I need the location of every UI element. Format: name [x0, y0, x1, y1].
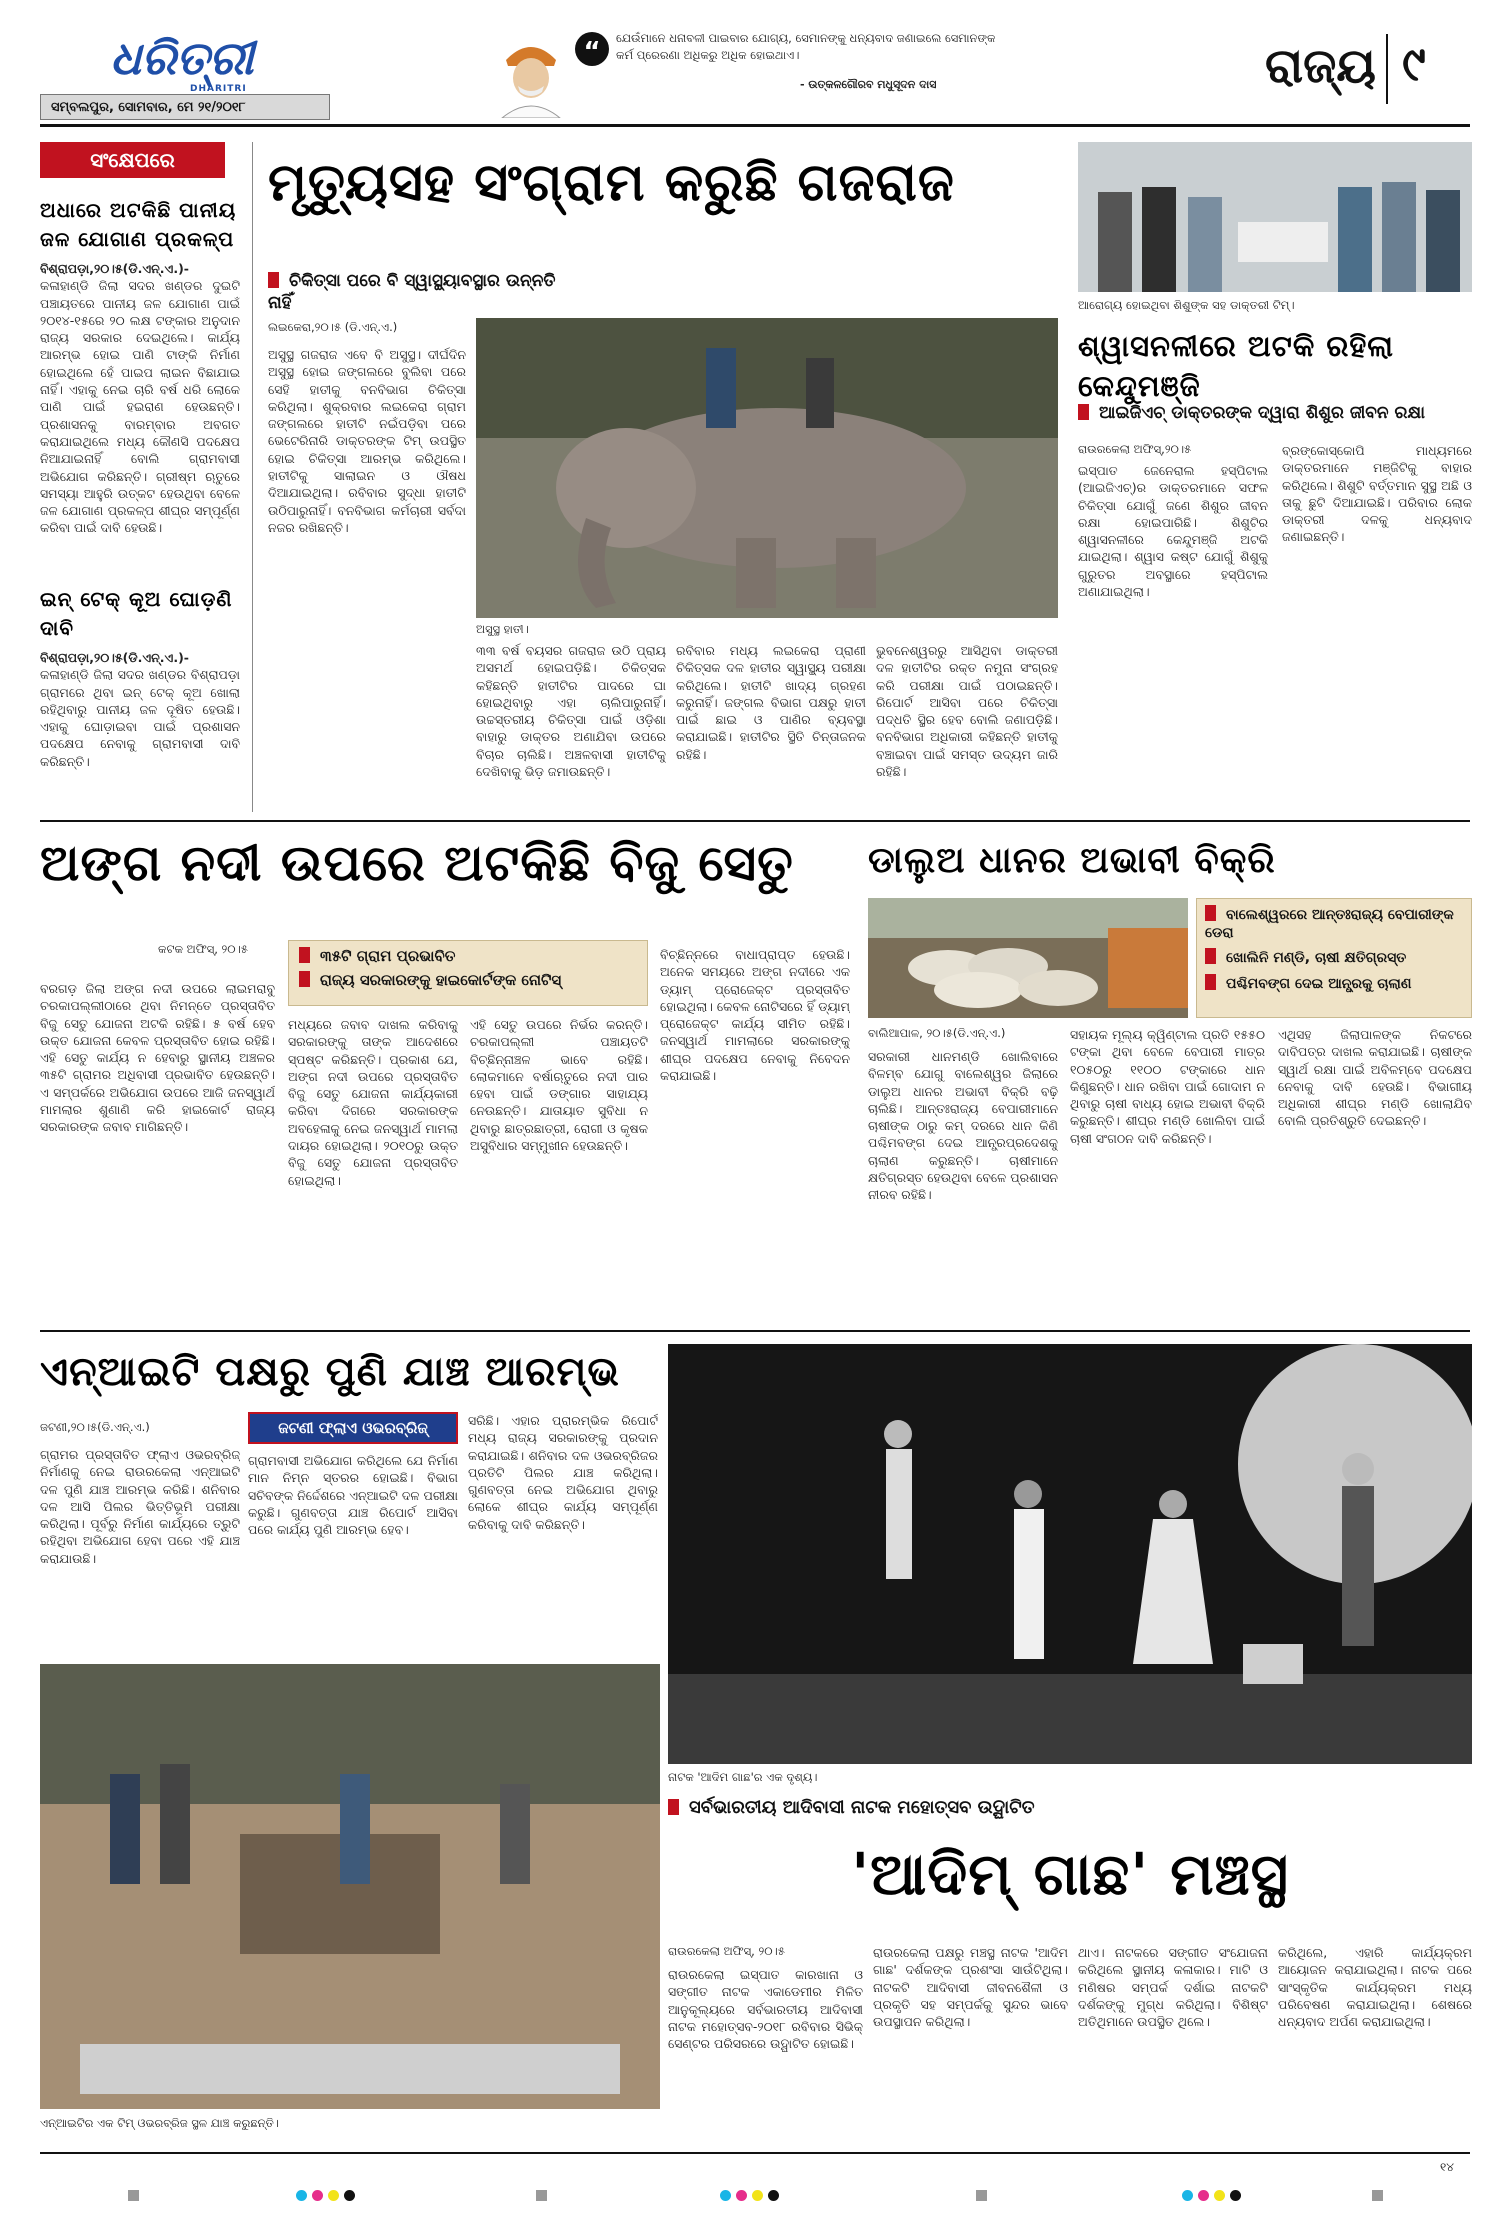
infant-col-2: ବ୍ରଙ୍କୋସ୍କୋପି ମାଧ୍ୟମରେ ଡାକ୍ତରମାନେ ମଞ୍ଜିଟିକୁ ବାହାର କରିଥିଲେ। ଶିଶୁଟି ବର୍ତ୍ତମାନ ସୁସ୍ଥ ଅଛି ଓ ତାକୁ ଛୁଟି ଦିଆଯାଇଛି। ପରିବାର ଲୋକ ଡାକ୍ତରୀ ଦଳକୁ ଧନ୍ୟବାଦ ଜଣାଇଛନ୍ତି।: [1282, 443, 1472, 545]
paddy-box-text-3: ପଶ୍ଚିମବଙ୍ଗ ଦେଇ ଆନ୍ଧ୍ରକୁ ଚାଲାଣ: [1226, 976, 1412, 992]
nit-col-1: ଗ୍ରାମର ପ୍ରସ୍ତାବିତ ଫ୍ଲାଏ ଓଭରବ୍ରିଜ୍ ନିର୍ମାଣକୁ ନେଇ ରାଉରକେଲା ଏନ୍ଆଇଟି ଦଳ ପୁଣି ଯାଞ୍ଚ ଆରମ୍ଭ କରିଛି। ଶନିବାର ଦଳ ଆସି ପିଲର ଭିତ୍ତିଭୂମି ପରୀକ୍ଷା କରିଥିଲା। ପୂର୍ବରୁ ନିର୍ମାଣ କାର୍ଯ୍ୟରେ ତ୍ରୁଟି ରହିଥିବା ଅଭିଯୋଗ ହେବା ପରେ ଏହି ଯାଞ୍ଚ କରାଯାଉଛି।: [40, 1447, 240, 1566]
row-rule-1: [40, 820, 1470, 822]
drama-photo: [668, 1344, 1472, 1764]
elephant-dateline: ଲଇକେରା,୨୦।୫ (ଡି.ଏନ୍.ଏ.): [268, 320, 398, 334]
section-divider: [1386, 34, 1388, 104]
section-title: ରାଜ୍ୟ: [1265, 38, 1376, 94]
red-bullet-icon: [1205, 948, 1216, 964]
register-mark: [128, 2190, 139, 2201]
drama-kicker-text: ସର୍ବଭାରତୀୟ ଆଦିବାସୀ ନାଟକ ମହୋତ୍ସବ ଉଦ୍ଘାଟିତ: [689, 1797, 1035, 1818]
brief-dateline-1: ବିଶ୍ରାପଡ଼ା,୨୦।୫(ଡି.ଏନ୍.ଏ.)-: [40, 261, 189, 276]
register-dot-black: [768, 2190, 779, 2201]
footer-page-code: ୧୪: [1440, 2160, 1454, 2174]
paddy-box: [1196, 898, 1472, 1018]
brief-text-2: କଳାହାଣ୍ଡି ଜିଲା ସଦର ଖଣ୍ଡର ବିଶ୍ରାପଡ଼ା ଗ୍ରାମରେ ଥିବା ଇନ୍ ଟେକ୍ କୂଅ ଖୋଲା ରହିଥିବାରୁ ପାନୀୟ ଜଳ ଦୂଷିତ ହେଉଛି। ଏହାକୁ ଘୋଡ଼ାଇବା ପାଇଁ ପ୍ରଶାସନ ପଦକ୍ଷେପ ନେବାକୁ ଗ୍ରାମବାସୀ ଦାବି କରିଛନ୍ତି।: [40, 667, 240, 769]
brief-body-1: [40, 260, 240, 537]
doctors-caption: ଆରୋଗ୍ୟ ହୋଇଥିବା ଶିଶୁଙ୍କ ସହ ଡାକ୍ତରୀ ଟିମ୍।: [1078, 298, 1295, 312]
nit-box-text: ଜଟଣୀ ଫ୍ଲାଏ ଓଭରବ୍ରିଜ୍: [278, 1419, 428, 1437]
nit-headline: ଏନ୍ଆଇଟି ପକ୍ଷରୁ ପୁଣି ଯାଞ୍ଚ ଆରମ୍ଭ: [40, 1349, 620, 1395]
drama-illustration: [668, 1344, 1472, 1764]
elephant-photo: [476, 318, 1058, 618]
red-bullet-icon: [1078, 404, 1089, 420]
logo: [110, 28, 330, 88]
quote-text: ଯେଉଁମାନେ ଧନାବଳୀ ପାଇବାର ଯୋଗ୍ୟ, ସେମାନଙ୍କୁ ଧନ୍ୟବାଦ ଜଣାଇଲେ ସେମାନଙ୍କ କର୍ମ ପ୍ରେରଣା ଅଧିକରୁ ଅଧିକ ହୋଇଥାଏ।: [616, 31, 996, 62]
register-dot-cyan: [296, 2190, 307, 2201]
row-rule-2: [40, 1330, 1470, 1332]
elephant-subhead: [268, 270, 568, 314]
logo-text: ଧରିତ୍ରୀ: [110, 31, 254, 85]
register-mark: [536, 2190, 547, 2201]
drama-col-1: ରାଉରକେଲା ଇସ୍ପାତ କାରଖାନା ଓ ସଙ୍ଗୀତ ନାଟକ ଏକାଡେମୀର ମିଳିତ ଆନୁକୂଲ୍ୟରେ ସର୍ବଭାରତୀୟ ଆଦିବାସୀ ନାଟକ ମହୋତ୍ସବ-୨୦୧୮ ରବିବାର ସିଭିକ୍ ସେଣ୍ଟର ପରିସରରେ ଉଦ୍ଘାଟିତ ହୋଇଛି।: [668, 1967, 863, 2052]
paddy-dateline: ବାଲିଆପାଳ, ୨୦।୫(ଡି.ଏନ୍.ଏ.): [868, 1026, 1006, 1040]
drama-kicker: [668, 1796, 1472, 1820]
brief-headline-1: ଅଧାରେ ଅଟକିଛି ପାନୀୟ ଜଳ ଯୋଗାଣ ପ୍ରକଳ୍ପ: [40, 198, 237, 251]
bridge-dateline: କଟକ ଅଫିସ୍, ୨୦।୫: [158, 942, 248, 956]
brief-body-2: [40, 649, 240, 770]
drama-dateline: ରାଉରକେଲା ଅଫିସ୍, ୨୦।୫: [668, 1944, 785, 1958]
register-dot-yellow: [1214, 2190, 1225, 2201]
brief-headline-2: ଇନ୍ ଟେକ୍ କୂଅ ଘୋଡ଼ଣି ଦାବି: [40, 587, 233, 640]
register-dot-magenta: [312, 2190, 323, 2201]
page-number: ୯: [1402, 36, 1426, 92]
paddy-illustration: [868, 898, 1188, 1018]
print-registration-marks: [0, 2186, 1500, 2206]
bridge-box-text-2: ରାଜ୍ୟ ସରକାରଙ୍କୁ ହାଇକୋର୍ଟଙ୍କ ନୋଟିସ୍: [320, 971, 562, 989]
brief-label-text: ସଂକ୍ଷେପରେ: [90, 148, 175, 172]
infant-subhead: [1078, 402, 1472, 424]
infant-dateline: ରାଉରକେଲା ଅଫିସ୍,୨୦।୫: [1078, 442, 1192, 456]
paddy-box-item-2: [1197, 944, 1471, 970]
doctors-photo: [1078, 142, 1472, 292]
bridge-box-text-1: ୩୫ଟି ଗ୍ରାମ ପ୍ରଭାବିତ: [320, 947, 456, 965]
register-dot-black: [1230, 2190, 1241, 2201]
elephant-col-3: ରବିବାର ମଧ୍ୟ ଲଇକେରା ପ୍ରାଣୀ ଚିକିତ୍ସକ ଦଳ ହାତୀର ସ୍ୱାସ୍ଥ୍ୟ ପରୀକ୍ଷା କରିଥିଲେ। ହାତୀଟି ଖାଦ୍ୟ ଗ୍ରହଣ କରୁନାହିଁ। ଜଙ୍ଗଲ ବିଭାଗ ପକ୍ଷରୁ ହାତୀ ପାଇଁ ଛାଇ ଓ ପାଣିର ବ୍ୟବସ୍ଥା କରାଯାଇଛି। ହାତୀଟିର ସ୍ଥିତି ଚିନ୍ତାଜନକ ରହିଛି।: [676, 643, 866, 762]
paddy-box-text-1: ବାଲେଶ୍ୱରରେ ଆନ୍ତଃରାଜ୍ୟ ବେପାରୀଙ୍କ ଡେରା: [1205, 907, 1454, 941]
nit-dateline: ଜଟଣୀ,୨୦।୫(ଡି.ଏନ୍.ଏ.): [40, 1420, 150, 1434]
red-bullet-icon: [299, 971, 310, 987]
red-bullet-icon: [299, 947, 310, 963]
brief-item-2: [40, 585, 240, 770]
register-dot-yellow: [328, 2190, 339, 2201]
infant-col-1: ଇସ୍ପାତ ଜେନେରାଲ ହସ୍ପିଟାଲ (ଆଇଜିଏଚ୍)ର ଡାକ୍ତରମାନେ ସଫଳ ଚିକିତ୍ସା ଯୋଗୁଁ ଜଣେ ଶିଶୁର ଜୀବନ ରକ୍ଷା ହୋଇପାରିଛି। ଶିଶୁଟିର ଶ୍ୱାସନଳୀରେ କେନ୍ଦୁମଞ୍ଜି ଅଟକି ଯାଇଥିଲା। ଶ୍ୱାସ କଷ୍ଟ ଯୋଗୁଁ ଶିଶୁକୁ ଗୁରୁତର ଅବସ୍ଥାରେ ହସ୍ପିଟାଲ ଅଣାଯାଇଥିଲା।: [1078, 463, 1268, 600]
register-dot-magenta: [736, 2190, 747, 2201]
red-bullet-icon: [1205, 905, 1216, 921]
portrait: [492, 30, 570, 118]
footer-rule: [40, 2152, 1470, 2154]
red-bullet-icon: [1205, 974, 1216, 990]
nit-box: [248, 1412, 458, 1444]
quote-mark-icon: “: [575, 32, 609, 66]
masthead: [40, 28, 1470, 123]
elephant-subhead-text: ଚିକିତ୍ସା ପରେ ବି ସ୍ୱାସ୍ଥ୍ୟାବସ୍ଥାର ଉନ୍ନତି ନାହିଁ: [268, 271, 556, 313]
nit-col-3: ସରିଛି। ଏହାର ପ୍ରାରମ୍ଭିକ ରିପୋର୍ଟ ମଧ୍ୟ ରାଜ୍ୟ ସରକାରଙ୍କୁ ପ୍ରଦାନ କରାଯାଇଛି। ଶନିବାର ଦଳ ଓଭରବ୍ରିଜର ପ୍ରତିଟି ପିଲର ଯାଞ୍ଚ କରିଥିଲା। ଗୁଣବତ୍ତା ନେଇ ଅଭିଯୋଗ ଥିବାରୁ ଲୋକେ ଶୀଘ୍ର କାର୍ଯ୍ୟ ସମ୍ପୂର୍ଣ୍ଣ କରିବାକୁ ଦାବି କରିଛନ୍ତି।: [468, 1413, 658, 1532]
elephant-illustration: [476, 318, 1058, 618]
paddy-col-2: ସହାୟକ ମୂଲ୍ୟ କ୍ୱିଣ୍ଟାଲ ପ୍ରତି ୧୫୫୦ ଟଙ୍କା ଥିବା ବେଳେ ବେପାରୀ ମାତ୍ର ୧୦୫୦ରୁ ୧୧୦୦ ଟଙ୍କାରେ ଧାନ କିଣୁଛନ୍ତି। ଧାନ ରଖିବା ପାଇଁ ଗୋଦାମ ନ ଥିବାରୁ ଚାଷୀ ବାଧ୍ୟ ହୋଇ ଅଭାବୀ ବିକ୍ରି କରୁଛନ୍ତି। ଶୀଘ୍ର ମଣ୍ଡି ଖୋଲିବା ପାଇଁ ଚାଷୀ ସଂଗଠନ ଦାବି କରିଛନ୍ତି।: [1070, 1027, 1265, 1146]
red-bullet-icon: [268, 272, 279, 288]
register-mark: [1372, 2190, 1383, 2201]
red-bullet-icon: [668, 1799, 679, 1815]
register-dot-cyan: [720, 2190, 731, 2201]
brief-divider: [252, 142, 253, 812]
paddy-headline: ଡାଲୁଅ ଧାନର ଅଭାବୀ ବିକ୍ରି: [868, 840, 1276, 881]
dateline: ସମ୍ବଲପୁର, ସୋମବାର, ମେ ୨୧/୨୦୧୮: [51, 100, 246, 115]
bridge-box: [288, 940, 648, 1006]
doctors-illustration: [1078, 142, 1472, 292]
paddy-box-text-2: ଖୋଲିନି ମଣ୍ଡି, ଚାଷୀ କ୍ଷତିଗ୍ରସ୍ତ: [1226, 950, 1407, 966]
brief-dateline-2: ବିଶ୍ରାପଡ଼ା,୨୦।୫(ଡି.ଏନ୍.ଏ.)-: [40, 650, 189, 665]
nit-col-2: ଗ୍ରାମବାସୀ ଅଭିଯୋଗ କରିଥିଲେ ଯେ ନିର୍ମାଣ ମାନ ନିମ୍ନ ସ୍ତରର ହୋଇଛି। ବିଭାଗ ସଚିବଙ୍କ ନିର୍ଦ୍ଦେଶରେ ଏନ୍ଆଇଟି ଦଳ ପରୀକ୍ଷା କରୁଛି। ଗୁଣବତ୍ତା ଯାଞ୍ଚ ରିପୋର୍ଟ ଆସିବା ପରେ କାର୍ଯ୍ୟ ପୁଣି ଆରମ୍ଭ ହେବ।: [248, 1453, 458, 1538]
logo-en: DHARITRI: [190, 84, 247, 94]
brief-item-1: [40, 196, 240, 537]
bridge-col-4: ବିଚ୍ଛିନ୍ନରେ ବାଧାପ୍ରାପ୍ତ ହେଉଛି। ଅନେକ ସମୟରେ ଅଙ୍ଗ ନଦୀରେ ଏକ ଡ୍ୟାମ୍ ପ୍ରୋଜେକ୍ଟ ପ୍ରସ୍ତାବିତ ହୋଇଥିଲା। କେବଳ ନୋଟିସରେ ହିଁ ଡ୍ୟାମ୍ ପ୍ରୋଜେକ୍ଟ କାର୍ଯ୍ୟ ସୀମିତ ରହିଛି। ଜନସ୍ୱାର୍ଥ ମାମଲାରେ ସରକାରଙ୍କୁ ଶୀଘ୍ର ପଦକ୍ଷେପ ନେବାକୁ ନିବେଦନ କରାଯାଇଛି।: [660, 947, 850, 1084]
drama-headline: 'ଆଦିମ୍ ଗାଛ' ମଞ୍ଚସ୍ଥ: [851, 1840, 1289, 1908]
dateline-bar: [40, 94, 330, 120]
elephant-col-4: ଭୁବନେଶ୍ୱରରୁ ଆସିଥିବା ଡାକ୍ତରୀ ଦଳ ହାତୀଟିର ରକ୍ତ ନମୁନା ସଂଗ୍ରହ କରି ପରୀକ୍ଷା ପାଇଁ ପଠାଇଛନ୍ତି। ରିପୋର୍ଟ ଆସିବା ପରେ ଚିକିତ୍ସା ପଦ୍ଧତି ସ୍ଥିର ହେବ ବୋଲି ଜଣାପଡ଼ିଛି। ବନବିଭାଗ ଅଧିକାରୀ କହିଛନ୍ତି ହାତୀକୁ ବଞ୍ଚାଇବା ପାଇଁ ସମସ୍ତ ଉଦ୍ୟମ ଜାରି ରହିଛି।: [876, 643, 1058, 780]
paddy-photo: [868, 898, 1188, 1018]
register-mark: [976, 2190, 987, 2201]
bridge-col-2: ମଧ୍ୟରେ ଜବାବ ଦାଖଲ କରିବାକୁ ସରକାରଙ୍କୁ ତାଙ୍କ ଆଦେଶରେ ସ୍ପଷ୍ଟ କରିଛନ୍ତି। ପ୍ରକାଶ ଯେ, ଅଙ୍ଗ ନଦୀ ଉପରେ ପ୍ରସ୍ତାବିତ ବିଜୁ ସେତୁ ଯୋଜନା କାର୍ଯ୍ୟକାରୀ କରିବା ଦିଗରେ ସରକାରଙ୍କ ଅବହେଳାକୁ ନେଇ ଜନସ୍ୱାର୍ଥ ମାମଲା ଦାୟର ହୋଇଥିଲା। ୨୦୧୦ରୁ ଉକ୍ତ ବିଜୁ ସେତୁ ଯୋଜନା ପ୍ରସ୍ତାବିତ ହୋଇଥିଲା।: [288, 1017, 458, 1188]
register-dot-black: [344, 2190, 355, 2201]
drama-col-4: କରିଥିଲେ, ଏହାରି କାର୍ଯ୍ୟକ୍ରମ ଆୟୋଜନ କରାଯାଇଥିଲା। ନାଟକ ପରେ ସାଂସ୍କୃତିକ କାର୍ଯ୍ୟକ୍ରମ ମଧ୍ୟ ପରିବେଷଣ କରାଯାଇଥିଲା। ଶେଷରେ ଧନ୍ୟବାଦ ଅର୍ପଣ କରାଯାଇଥିଲା।: [1278, 1945, 1472, 2030]
elephant-headline: ମୃତ୍ୟୁସହ ସଂଗ୍ରାମ କରୁଛି ଗଜରାଜ: [268, 153, 955, 213]
bridge-box-item-2: [289, 967, 647, 993]
nit-caption: ଏନ୍ଆଇଟିର ଏକ ଟିମ୍ ଓଭରବ୍ରିଜ ସ୍ଥଳ ଯାଞ୍ଚ କରୁଛନ୍ତି।: [40, 2116, 279, 2130]
quote-author: - ଉତ୍କଳଗୌରବ ମଧୁସୂଦନ ଦାସ: [800, 78, 937, 91]
bridge-box-item-1: [289, 941, 647, 967]
infant-headline: ଶ୍ୱାସନଳୀରେ ଅଟକି ରହିଲା କେନ୍ଦୁମଞ୍ଜି: [1078, 329, 1394, 403]
register-dot-yellow: [752, 2190, 763, 2201]
register-dot-cyan: [1182, 2190, 1193, 2201]
nit-photo: [40, 1664, 660, 2109]
drama-col-3: ଥାଏ। ନାଟକରେ ସଙ୍ଗୀତ ସଂଯୋଜନା କରିଥିଲେ ସ୍ଥାନୀୟ କଳାକାର। ମାଟି ଓ ମଣିଷର ସମ୍ପର୍କ ଦର୍ଶାଇ ନାଟକଟି ଦର୍ଶକଙ୍କୁ ମୁଗ୍ଧ କରିଥିଲା। ବିଶିଷ୍ଟ ଅତିଥିମାନେ ଉପସ୍ଥିତ ଥିଲେ।: [1078, 1945, 1268, 2030]
brief-label: [40, 142, 225, 178]
paddy-box-item-1: [1197, 899, 1471, 944]
infant-subhead-text: ଆଇଜିଏଚ୍ ଡାକ୍ତରଙ୍କ ଦ୍ୱାରା ଶିଶୁର ଜୀବନ ରକ୍ଷା: [1099, 403, 1426, 423]
paddy-col-1: ସରକାରୀ ଧାନମଣ୍ଡି ଖୋଲିବାରେ ବିଳମ୍ବ ଯୋଗୁ ବାଲେଶ୍ୱର ଜିଲାରେ ଡାଲୁଅ ଧାନର ଅଭାବୀ ବିକ୍ରି ବଢ଼ି ଚାଲିଛି। ଆନ୍ତଃରାଜ୍ୟ ବେପାରୀମାନେ ଚାଷୀଙ୍କ ଠାରୁ କମ୍ ଦରରେ ଧାନ କିଣି ପଶ୍ଚିମବଙ୍ଗ ଦେଇ ଆନ୍ଧ୍ରପ୍ରଦେଶକୁ ଚାଲାଣ କରୁଛନ୍ତି। ଚାଷୀମାନେ କ୍ଷତିଗ୍ରସ୍ତ ହେଉଥିବା ବେଳେ ପ୍ରଶାସନ ନୀରବ ରହିଛି।: [868, 1049, 1058, 1203]
paddy-box-item-3: [1197, 970, 1471, 996]
bridge-col-3: ଏହି ସେତୁ ଉପରେ ନିର୍ଭର କରନ୍ତି। ଚରକାପଲ୍ଲୀ ପଞ୍ଚାୟତଟି ବିଚ୍ଛିନ୍ନାଞ୍ଚଳ ଭାବେ ରହିଛି। ଲୋକମାନେ ବର୍ଷାଋତୁରେ ନଦୀ ପାର ହେବା ପାଇଁ ଡଙ୍ଗାର ସାହାଯ୍ୟ ନେଉଛନ୍ତି। ଯାତାୟାତ ସୁବିଧା ନ ଥିବାରୁ ଛାତ୍ରଛାତ୍ରୀ, ରୋଗୀ ଓ କୃଷକ ଅସୁବିଧାର ସମ୍ମୁଖୀନ ହେଉଛନ୍ତି।: [470, 1017, 648, 1154]
masthead-rule: [40, 124, 1470, 127]
elephant-col-1: ଅସୁସ୍ଥ ଗଜରାଜ ଏବେ ବି ଅସୁସ୍ଥ। ଦୀର୍ଘଦିନ ଅସୁସ୍ଥ ହୋଇ ଜଙ୍ଗଲରେ ବୁଲିବା ପରେ ସେହି ହାତୀକୁ ବନବିଭାଗ ଚିକିତ୍ସା କରିଥିଲା। ଶୁକ୍ରବାର ଲଇକେରା ଗ୍ରାମ ଜଙ୍ଗଲରେ ହାତୀଟି ନଇଁପଡ଼ିବା ପରେ ଭେଟେରିନାରି ଡାକ୍ତରଙ୍କ ଟିମ୍ ଉପସ୍ଥିତ ହୋଇ ଚିକିତ୍ସା ଆରମ୍ଭ କରିଥିଲେ। ହାତୀଟିକୁ ସାଲାଇନ ଓ ଔଷଧ ଦିଆଯାଇଥିଲା। ରବିବାର ସୁଦ୍ଧା ହାତୀଟି ଉଠିପାରୁନାହିଁ। ବନବିଭାଗ କର୍ମଚାରୀ ସର୍ବଦା ନଜର ରଖିଛନ୍ତି।: [268, 347, 466, 535]
brief-text-1: କଳାହାଣ୍ଡି ଜିଲା ସଦର ଖଣ୍ଡର ଦୁଇଟି ପଞ୍ଚାୟତରେ ପାନୀୟ ଜଳ ଯୋଗାଣ ପାଇଁ ୨୦୧୪-୧୫ରେ ୨୦ ଲକ୍ଷ ଟଙ୍କାର ଅନୁଦାନ ରାଜ୍ୟ ସରକାର ଦେଇଥିଲେ। କାର୍ଯ୍ୟ ଆରମ୍ଭ ହୋଇ ପାଣି ଟାଙ୍କି ନିର୍ମାଣ ହୋଇଥିଲେ ହେଁ ପାଇପ ଲାଇନ ବିଛାଯାଇ ନାହିଁ। ଏହାକୁ ନେଇ ଚାରି ବର୍ଷ ଧରି ଲୋକେ ପାଣି ପାଇଁ ହଇରାଣ ହେଉଛନ୍ତି। ପ୍ରଶାସନକୁ ବାରମ୍ବାର ଅବଗତ କରାଯାଇଥିଲେ ମଧ୍ୟ କୌଣସି ପଦକ୍ଷେପ ନିଆଯାଇନାହିଁ ବୋଲି ଗ୍ରାମବାସୀ ଅଭିଯୋଗ କରିଛନ୍ତି। ଗ୍ରୀଷ୍ମ ଋତୁରେ ସମସ୍ୟା ଆହୁରି ଉତ୍କଟ ହେଉଥିବା ବେଳେ ଜଳ ଯୋଗାଣ ପ୍ରକଳ୍ପ ଶୀଘ୍ର ସମ୍ପୂର୍ଣ୍ଣ କରିବା ପାଇଁ ଦାବି ହେଉଛି।: [40, 278, 240, 536]
drama-caption: ନାଟକ 'ଆଦିମ ଗାଛ'ର ଏକ ଦୃଶ୍ୟ।: [668, 1770, 818, 1784]
nit-illustration: [40, 1664, 660, 2109]
bridge-col-1: ବରଗଡ଼ ଜିଲା ଅଙ୍ଗ ନଦୀ ଉପରେ ଲାଇମରାବୁ ଚରକାପଲ୍ଲୀଠାରେ ଥିବା ନିମନ୍ତେ ପ୍ରସ୍ତାବିତ ବିଜୁ ସେତୁ ଯୋଜନା ଅଟକି ରହିଛି। ୫ ବର୍ଷ ହେବ ଉକ୍ତ ଯୋଜନା କେବଳ ପ୍ରସ୍ତାବିତ ହୋଇ ରହିଛି। ଏହି ସେତୁ କାର୍ଯ୍ୟ ନ ହେବାରୁ ସ୍ଥାନୀୟ ଅଞ୍ଚଳର ୩୫ଟି ଗ୍ରାମର ଅଧିବାସୀ ପ୍ରଭାବିତ ହେଉଛନ୍ତି। ଏ ସମ୍ପର୍କରେ ଅଭିଯୋଗ ଉପରେ ଆଜି ଜନସ୍ୱାର୍ଥ ମାମଲାର ଶୁଣାଣି କରି ହାଇକୋର୍ଟ ରାଜ୍ୟ ସରକାରଙ୍କ ଜବାବ ମାଗିଛନ୍ତି।: [40, 981, 275, 1135]
elephant-caption: ଅସୁସ୍ଥ ହାତୀ।: [476, 622, 529, 636]
drama-col-2: ରାଉରକେଲା ପକ୍ଷରୁ ମଞ୍ଚସ୍ଥ ନାଟକ 'ଆଦିମ ଗାଛ' ଦର୍ଶକଙ୍କ ପ୍ରଶଂସା ସାଉଁଟିଥିଲା। ନାଟକଟି ଆଦିବାସୀ ଜୀବନଶୈଳୀ ଓ ପ୍ରକୃତି ସହ ସମ୍ପର୍କକୁ ସୁନ୍ଦର ଭାବେ ଉପସ୍ଥାପନ କରିଥିଲା।: [873, 1945, 1068, 2030]
paddy-col-3: ଏଥିସହ ଜିଲାପାଳଙ୍କ ନିକଟରେ ଦାବିପତ୍ର ଦାଖଲ କରାଯାଇଛି। ଚାଷୀଙ୍କ ସ୍ୱାର୍ଥ ରକ୍ଷା ପାଇଁ ଅବିଳମ୍ବେ ପଦକ୍ଷେପ ନେବାକୁ ଦାବି ହେଉଛି। ବିଭାଗୀୟ ଅଧିକାରୀ ଶୀଘ୍ର ମଣ୍ଡି ଖୋଲାଯିବ ବୋଲି ପ୍ରତିଶ୍ରୁତି ଦେଇଛନ୍ତି।: [1278, 1027, 1472, 1129]
bridge-headline: ଅଙ୍ଗ ନଦୀ ଉପରେ ଅଟକିଛି ବିଜୁ ସେତୁ: [40, 834, 794, 892]
elephant-col-2: ୩୩ ବର୍ଷ ବୟସର ଗଜରାଜ ଉଠି ପ୍ରାୟ ଅସମର୍ଥ ହୋଇପଡ଼ିଛି। ଚିକିତ୍ସକ କହିଛନ୍ତି ହାତୀଟିର ପାଦରେ ଘା ହୋଇଥିବାରୁ ଏହା ଚାଲିପାରୁନାହିଁ। ଉଚ୍ଚସ୍ତରୀୟ ଚିକିତ୍ସା ପାଇଁ ଓଡ଼ିଶା ବାହାରୁ ଡାକ୍ତର ଅଣାଯିବା ଉପରେ ବିଚାର ଚାଲିଛି। ଅଞ୍ଚଳବାସୀ ହାତୀଟିକୁ ଦେଖିବାକୁ ଭିଡ଼ ଜମାଉଛନ୍ତି।: [476, 643, 666, 780]
register-dot-magenta: [1198, 2190, 1209, 2201]
